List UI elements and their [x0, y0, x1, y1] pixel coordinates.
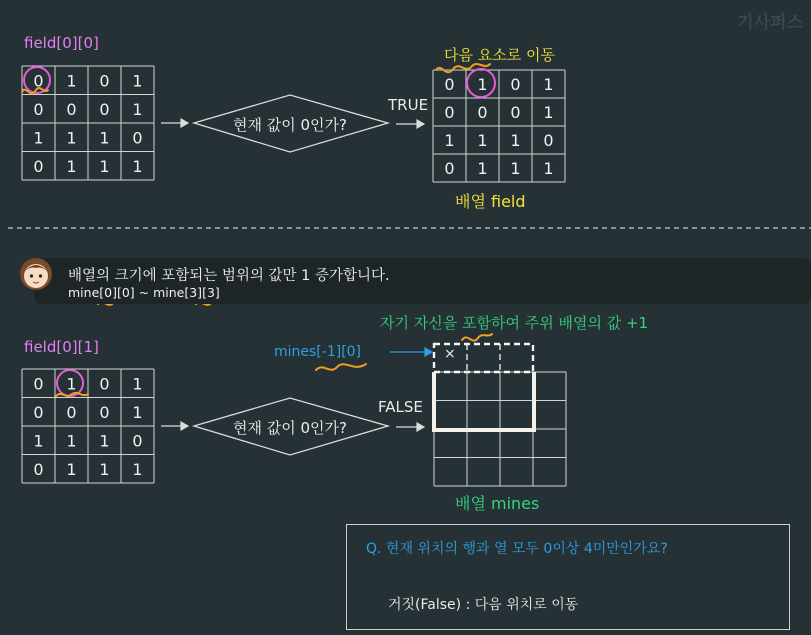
result-top-cell: 1 — [510, 159, 521, 178]
result-top-cell: 0 — [444, 75, 455, 94]
result-top-cell: 0 — [510, 75, 521, 94]
field-bottom-cell: 0 — [132, 431, 143, 451]
narration-line-1: 배열의 크기에 포함되는 범위의 값만 1 증가합니다. — [68, 268, 390, 284]
field-top-cell: 0 — [33, 156, 44, 176]
result-top-cell: 1 — [477, 75, 488, 94]
result-top-cell: 0 — [510, 103, 521, 122]
field-bottom-cell: 0 — [33, 374, 44, 394]
field-top-cell: 1 — [66, 71, 77, 91]
narrator-avatar — [16, 252, 56, 292]
field-top-cell: 1 — [132, 71, 143, 91]
field-bottom-cell: 1 — [132, 459, 143, 479]
field-bottom-cell: 0 — [66, 402, 77, 422]
field-top-cell: 1 — [132, 99, 143, 119]
decision-text-top: 현재 값이 0인가? — [233, 116, 347, 134]
result-top-cell: 1 — [510, 131, 521, 150]
result-top-cell: 1 — [477, 131, 488, 150]
field-bottom-cell: 0 — [99, 374, 110, 394]
decision-text-bottom: 현재 값이 0인가? — [233, 419, 347, 437]
field-top-cell: 1 — [33, 128, 44, 148]
result-top-cell: 1 — [444, 131, 455, 150]
narration-line-2: mine[0][0] ~ mine[3][3] — [68, 285, 220, 300]
field-bottom-cell: 0 — [33, 402, 44, 422]
field-label-bottom: field[0][1] — [24, 338, 99, 356]
result-top-cell: 1 — [543, 103, 554, 122]
watermark-logo: 기사퍼스 — [737, 13, 803, 33]
field-top-cell: 1 — [99, 128, 110, 148]
field-bottom-cell: 0 — [33, 459, 44, 479]
result-grid-caption: 배열 field — [455, 192, 526, 211]
question-text: Q. 현재 위치의 행과 열 모두 0이상 4미만인가요? — [366, 541, 668, 557]
surround-note: 자기 자신을 포함하여 주위 배열의 값 +1 — [380, 314, 649, 332]
out-of-range-mark: × — [444, 346, 456, 362]
field-top-cell: 1 — [132, 156, 143, 176]
next-element-label: 다음 요소로 이동 — [444, 46, 555, 64]
field-top-cell: 1 — [66, 156, 77, 176]
field-bottom-cell: 1 — [66, 374, 77, 394]
answer-text: 거짓(False) : 다음 위치로 이동 — [388, 597, 579, 613]
result-top-cell: 0 — [477, 103, 488, 122]
field-top-cell: 1 — [99, 156, 110, 176]
result-top-cell: 1 — [477, 159, 488, 178]
field-bottom-cell: 1 — [33, 431, 44, 451]
field-bottom-cell: 0 — [99, 402, 110, 422]
mines-grid-caption: 배열 mines — [455, 494, 540, 513]
field-bottom-cell: 1 — [132, 402, 143, 422]
branch-label-true: TRUE — [388, 96, 429, 114]
field-top-cell: 0 — [132, 128, 143, 148]
field-top-cell: 0 — [99, 99, 110, 119]
result-top-cell: 0 — [444, 103, 455, 122]
field-top-cell: 0 — [33, 99, 44, 119]
result-top-cell: 0 — [543, 131, 554, 150]
field-bottom-cell: 1 — [66, 459, 77, 479]
mines-index-label: mines[-1][0] — [274, 344, 362, 360]
result-top-cell: 1 — [543, 159, 554, 178]
field-label-top: field[0][0] — [24, 34, 99, 52]
field-top-cell: 0 — [66, 99, 77, 119]
field-bottom-cell: 1 — [99, 459, 110, 479]
field-bottom-cell: 1 — [99, 431, 110, 451]
field-top-cell: 1 — [66, 128, 77, 148]
result-top-cell: 1 — [543, 75, 554, 94]
branch-label-false: FALSE — [378, 398, 423, 416]
field-bottom-cell: 1 — [132, 374, 143, 394]
field-bottom-cell: 1 — [66, 431, 77, 451]
field-top-cell: 0 — [99, 71, 110, 91]
result-top-cell: 0 — [444, 159, 455, 178]
field-top-cell: 0 — [33, 71, 44, 91]
